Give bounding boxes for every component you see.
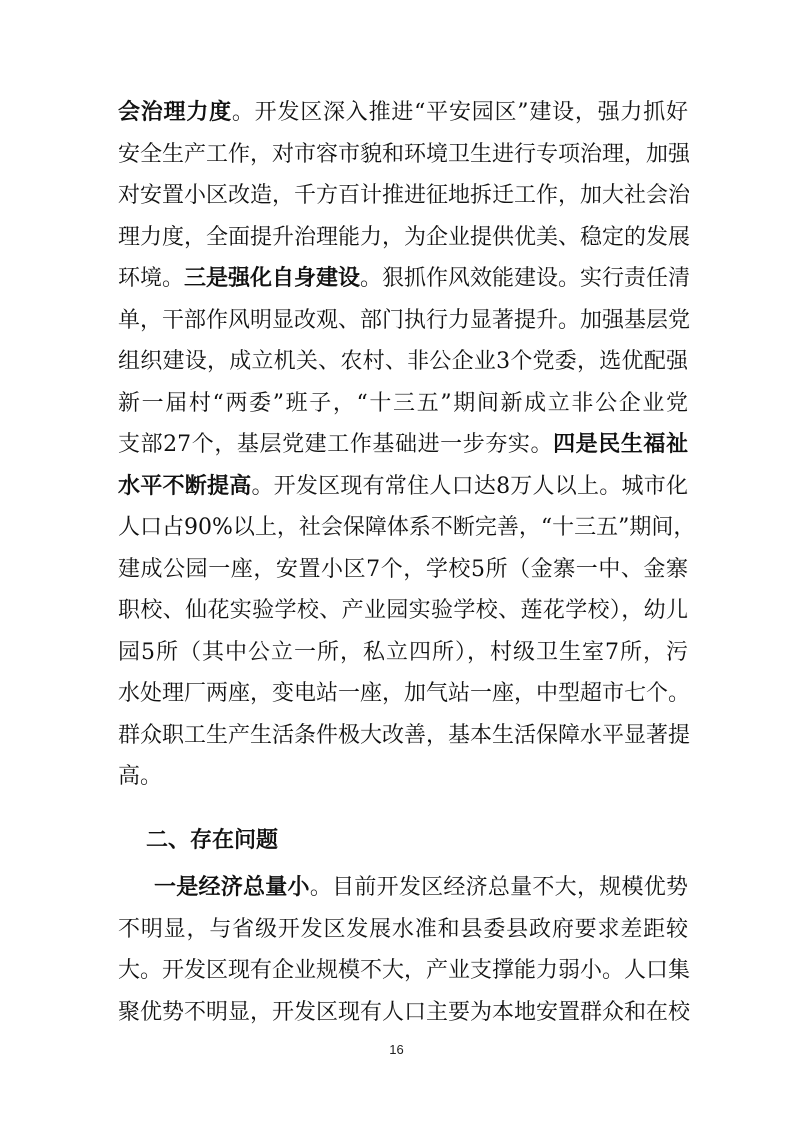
text-line (118, 715, 691, 757)
text-line (118, 466, 688, 508)
line-text: 高。 (118, 764, 163, 789)
text-line (118, 507, 696, 549)
line-text: 。目前开发区经济总量不大，规模优势 (309, 875, 688, 900)
line-text: 环境。 (118, 266, 185, 291)
text-line (118, 549, 688, 591)
line-text: 职校、仙花实验学校、产业园实验学校、莲花学校），幼儿 (118, 598, 688, 623)
text-line (118, 341, 688, 383)
text-line (118, 383, 688, 425)
line-text: 新一届村“两委”班子，“十三五”期间新成立非公企业党 (118, 390, 688, 416)
line-text: 大。开发区现有企业规模不大，产业支撑能力弱小。人口集 (118, 958, 691, 983)
bold-phrase: 水平不断提高 (118, 472, 252, 499)
line-text: 。狠抓作风效能建设。实行责任清 (360, 266, 691, 291)
text-line (118, 867, 688, 909)
body-text (118, 92, 696, 1033)
text-line (118, 756, 688, 798)
page-number: 16 (389, 1042, 404, 1057)
text-line (118, 175, 691, 217)
line-text: 群众职工生产生活条件极大改善，基本生活保障水平显著提 (118, 722, 691, 748)
bold-phrase: 三是强化自身建设 (184, 265, 361, 291)
line-text: 不明显，与省级开发区发展水准和县委县政府要求差距较 (118, 916, 688, 942)
line-text: 建成公园一座，安置小区7个，学校5所（金寨一中、金寨 (118, 556, 688, 582)
line-text: 安全生产工作，对市容市貌和环境卫生进行专项治理，加强 (118, 141, 691, 167)
text-line (118, 134, 691, 176)
line-text: 。开发区深入推进“平安园区”建设，强力抓好 (231, 100, 688, 125)
text-line (118, 258, 691, 300)
text-line (118, 424, 688, 466)
line-text: 对安置小区改造，千方百计推进征地拆迁工作，加大社会治 (118, 183, 691, 208)
bold-phrase: 四是民生福祉 (553, 431, 688, 457)
text-line (118, 92, 688, 134)
line-text: 组织建设，成立机关、农村、非公企业3个党委，选优配强 (118, 349, 688, 374)
text-line (118, 217, 691, 259)
text-line (118, 673, 691, 715)
paragraph-gap (118, 798, 688, 820)
text-line (118, 909, 688, 951)
bold-phrase: 会治理力度 (118, 99, 232, 125)
line-text: 单，干部作风明显改观、部门执行力显著提升。加强基层党 (118, 307, 691, 333)
section-heading (118, 820, 688, 862)
bold-phrase: 一是经济总量小 (154, 874, 310, 900)
line-text: 人口占90%以上，社会保障体系不断完善，“十三五”期间， (118, 515, 696, 540)
line-text: 理力度，全面提升治理能力，为企业提供优美、稳定的发展 (118, 224, 691, 250)
line-text: 。开发区现有常住人口达8万人以上。城市化 (251, 473, 688, 499)
text-line (118, 300, 691, 342)
line-text: 聚优势不明显，开发区现有人口主要为本地安置群众和在校 (118, 999, 691, 1025)
section-heading-text: 二、存在问题 (146, 826, 279, 853)
text-line (118, 992, 691, 1034)
text-line (118, 950, 691, 992)
text-line (118, 632, 688, 674)
line-text: 支部27个，基层党建工作基础进一步夯实。 (118, 432, 554, 457)
text-line (118, 590, 688, 632)
line-text: 园5所（其中公立一所，私立四所），村级卫生室7所，污 (118, 639, 688, 665)
line-text: 水处理厂两座，变电站一座，加气站一座，中型超市七个。 (118, 681, 691, 706)
